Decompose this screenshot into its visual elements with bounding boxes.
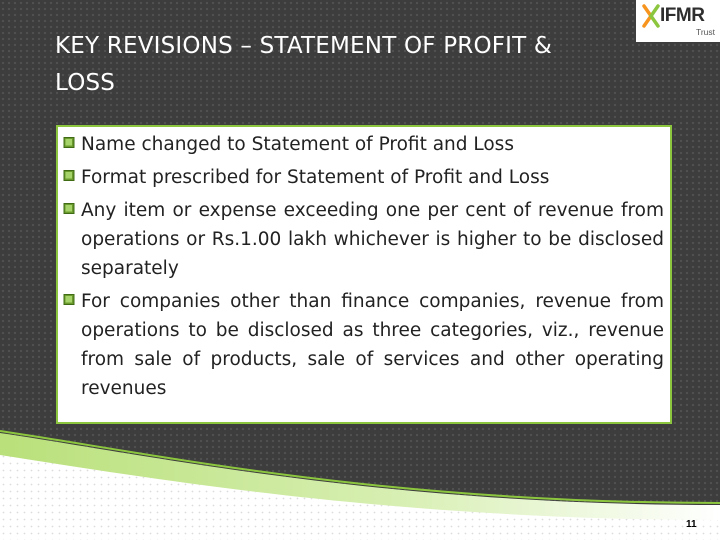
- logo-wordmark: IFMR: [660, 5, 705, 26]
- bullet-text: Name changed to Statement of Profit and Loss: [81, 134, 514, 155]
- bullet-item: [62, 287, 664, 403]
- bullet-text: Format prescribed for Statement of Profit and Loss: [81, 167, 550, 188]
- slide-number: 11: [686, 519, 697, 530]
- square-bullet-icon: [62, 203, 76, 214]
- bullet-text: Any item or expense exceeding one per cent of revenue from operations or Rs.1.00 lakh whichever is higher to be disclosed separately: [81, 200, 664, 279]
- bullet-item: [62, 163, 664, 192]
- ifmr-x-mark-icon: [642, 4, 660, 28]
- square-bullet-icon: [62, 137, 76, 148]
- ifmr-logo: [636, 0, 720, 42]
- bullet-list-box: [56, 125, 672, 424]
- decorative-swoosh: [0, 425, 720, 540]
- bullet-text: For companies other than finance companies, revenue from operations to be disclosed as three categories, viz., revenue from sale of products, sale of services and other operating revenues: [81, 291, 664, 399]
- square-bullet-icon: [62, 294, 76, 305]
- bullet-item: [62, 130, 664, 159]
- logo-subtext: Trust: [695, 27, 715, 37]
- slide-title: KEY REVISIONS – STATEMENT OF PROFIT & LOSS: [55, 33, 553, 96]
- square-bullet-icon: [62, 170, 76, 181]
- bullet-item: [62, 196, 664, 283]
